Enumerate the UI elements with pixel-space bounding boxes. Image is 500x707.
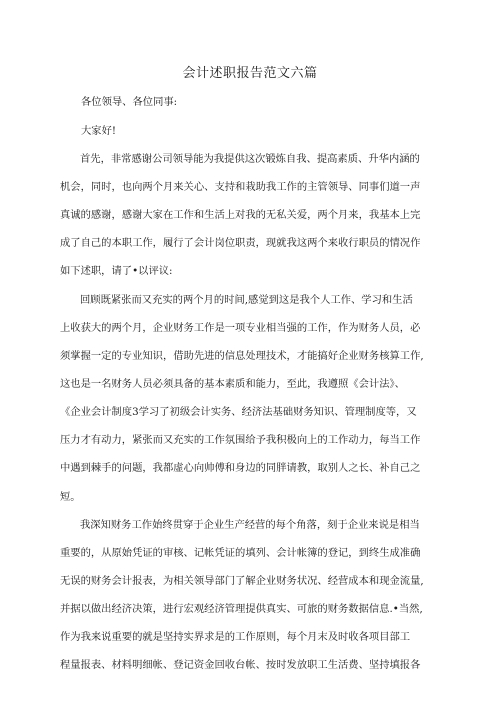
paragraph-line: 须掌握一定的专业知识，借助先进的信息处理技术，才能搞好企业财务核算工作, bbox=[60, 350, 424, 362]
paragraph-line: 我深知财务工作始终贯穿于企业生产经营的每个角落，刻于企业来说是相当 bbox=[80, 519, 420, 531]
paragraph-line: 短。 bbox=[60, 491, 81, 503]
paragraph-line: 机会，同时，也向两个月来关心、支持和栽助我工作的主管领导、同事们道一声 bbox=[60, 181, 421, 193]
paragraph-line: 《企业会计制度3学习了初级会计实务、经济法基础财务知识、管理制度等，又 bbox=[60, 406, 417, 418]
paragraph-line: 如下述职，请了•以评议: bbox=[60, 265, 173, 277]
paragraph-line: 真诚的感谢，感谢大家在工作和生活上对我的无私关爱，两个月来，我基本上完 bbox=[60, 209, 421, 221]
paragraph-line: 成了自己的本职工作，履行了会计岗位职责，现就我这两个来收行职员的情况作 bbox=[60, 237, 421, 249]
paragraph-line: 首先，非常感谢公司领导能为我提供这次锻炼自我、提高素质、升华内涵的 bbox=[80, 153, 420, 165]
paragraph-line: 上收获大的两个月，企业财务工作是一项专业相当强的工作，作为财务人员，必 bbox=[60, 322, 421, 334]
paragraph-line: 重要的，从原始凭证的审核、记帐凭证的填列、会计帐簿的登记，到终生成准确 bbox=[60, 547, 421, 559]
paragraph-line: 作为我来说重要的就是坚持实界求是的工作原则，每个月末及时收各项目部工 bbox=[60, 631, 411, 643]
document-title: 会计述职报告范文六篇 bbox=[182, 66, 318, 81]
paragraph-line: 并据以做出经济决策，进行宏观经济管理提供真实、可旅的财务数据信息.•当然, bbox=[60, 603, 423, 615]
paragraph-line: 程量报表、材料明细帐、登记资金回收台帐、按时发放职工生活费、坚持填报各 bbox=[60, 659, 421, 671]
paragraph-line: 这也是一名财务人员必须具备的基本素质和能力，至此，我遵照《会计法》、 bbox=[60, 378, 405, 390]
paragraph-line: 无误的财务会计报表，为相关领导部门了解企业财务状况、经营成本和现金流量, bbox=[60, 575, 424, 587]
greeting: 大家好! bbox=[81, 125, 117, 137]
paragraph-line: 回顾既紧张而又充实的两个月的时间,感觉到这是我个人工作、学习和生活 bbox=[80, 294, 413, 306]
paragraph-line: 中遇到棘手的问题，我都虚心向帅傅和身边的同胖请教，取别人之长、补自己之 bbox=[60, 462, 421, 474]
paragraph-line: 压力才有动力，紧张而又充实的工作氛围给予我积极向上的工作动力，每当工作 bbox=[60, 434, 421, 446]
salutation: 各位领导、各位同事: bbox=[81, 96, 178, 108]
